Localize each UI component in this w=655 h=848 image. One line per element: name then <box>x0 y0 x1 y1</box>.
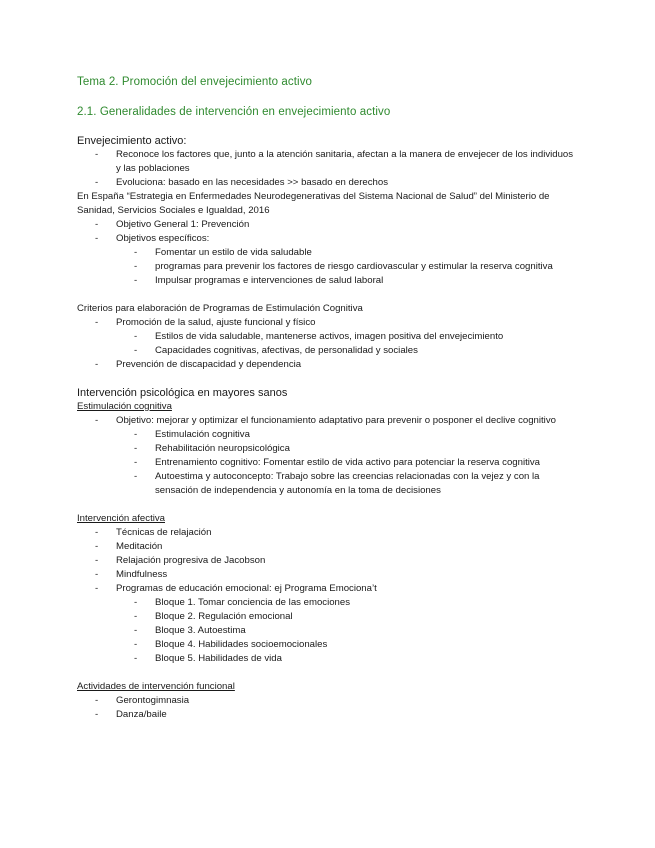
section-subtitle: 2.1. Generalidades de intervención en envejecimiento activo <box>77 106 391 118</box>
bullet: - <box>134 443 138 454</box>
list-item: - Danza/baile <box>95 709 167 720</box>
list-item: - Rehabilitación neuropsicológica <box>134 443 290 454</box>
bullet: - <box>134 275 138 286</box>
bullet: - <box>134 457 138 468</box>
bullet: - <box>134 625 138 636</box>
bullet: - <box>134 261 138 272</box>
list-item: - Capacidades cognitivas, afectivas, de personalidad y sociales <box>134 345 418 356</box>
subheading-actividades-funcional: Actividades de intervención funcional <box>77 681 235 692</box>
bullet: - <box>134 471 138 482</box>
list-item: - Bloque 2. Regulación emocional <box>134 611 293 622</box>
list-item: - Autoestima y autoconcepto: Trabajo sobre las creencias relacionadas con la vejez y con la sensación de independencia y autonomía en la toma de decisiones <box>134 471 540 496</box>
list-item: - Técnicas de relajación <box>95 527 212 538</box>
list-item: - Relajación progresiva de Jacobson <box>95 555 266 566</box>
bullet: - <box>95 527 99 538</box>
bullet: - <box>95 359 99 370</box>
list-item: - Objetivo General 1: Prevención <box>95 219 250 230</box>
bullet: - <box>95 149 99 160</box>
bullet: - <box>95 569 99 580</box>
bullet: - <box>95 177 99 188</box>
bullet: - <box>95 415 99 426</box>
list-item: - Promoción de la salud, ajuste funcional y físico <box>95 317 316 328</box>
heading-criterios: Criterios para elaboración de Programas de Estimulación Cognitiva <box>77 303 363 314</box>
list-item: - Entrenamiento cognitivo: Fomentar estilo de vida activo para potenciar la reserva cognitiva <box>134 457 541 468</box>
bullet: - <box>134 597 138 608</box>
bullet: - <box>134 611 138 622</box>
list-item: - Bloque 1. Tomar conciencia de las emociones <box>134 597 351 608</box>
subheading-estimulacion-cognitiva: Estimulación cognitiva <box>77 401 172 412</box>
list-item: - Programas de educación emocional: ej Programa Emociona’t <box>95 583 377 594</box>
list-item: - Prevención de discapacidad y dependencia <box>95 359 302 370</box>
list-item: - Reconoce los factores que, junto a la atención sanitaria, afectan a la manera de envejecer de los individuos y las poblaciones <box>95 149 574 174</box>
list-item: - Gerontogimnasia <box>95 695 190 706</box>
list-item: - Objetivo: mejorar y optimizar el funcionamiento adaptativo para prevenir o posponer el declive cognitivo <box>95 415 556 426</box>
bullet: - <box>134 247 138 258</box>
bullet: - <box>134 331 138 342</box>
list-item: - Objetivos específicos: <box>95 233 210 244</box>
bullet: - <box>95 317 99 328</box>
bullet: - <box>134 653 138 664</box>
bullet: - <box>95 695 99 706</box>
document-title: Tema 2. Promoción del envejecimiento activo <box>77 76 313 88</box>
list-item: - Estilos de vida saludable, mantenerse activos, imagen positiva del envejecimiento <box>134 331 504 342</box>
list-item: - Impulsar programas e intervenciones de salud laboral <box>134 275 384 286</box>
subheading-intervencion-afectiva: Intervención afectiva <box>77 513 165 524</box>
list-item: - Fomentar un estilo de vida saludable <box>134 247 312 258</box>
document-body <box>77 134 577 722</box>
bullet: - <box>95 583 99 594</box>
bullet: - <box>134 429 138 440</box>
bullet: - <box>134 639 138 650</box>
bullet: - <box>95 541 99 552</box>
heading-intervencion-psicologica: Intervención psicológica en mayores sanos <box>77 387 288 399</box>
bullet: - <box>95 219 99 230</box>
list-item: - Estimulación cognitiva <box>134 429 250 440</box>
list-item: - Bloque 3. Autoestima <box>134 625 246 636</box>
bullet: - <box>95 233 99 244</box>
bullet: - <box>95 709 99 720</box>
list-item: - Bloque 4. Habilidades socioemocionales <box>134 639 328 650</box>
paragraph-estrategia: En España “Estrategia en Enfermedades Neurodegenerativas del Sistema Nacional de Salud” del Ministerio de Sanidad, Servicios Sociales e Igualdad, 2016 <box>77 191 550 216</box>
list-item: - Evoluciona: basado en las necesidades >> basado en derechos <box>95 177 389 188</box>
list-item: - Meditación <box>95 541 163 552</box>
bullet: - <box>134 345 138 356</box>
list-item: - Bloque 5. Habilidades de vida <box>134 653 282 664</box>
list-item: - Mindfulness <box>95 569 168 580</box>
heading-envejecimiento-activo: Envejecimiento activo: <box>77 135 187 147</box>
bullet: - <box>95 555 99 566</box>
list-item: - programas para prevenir los factores de riesgo cardiovascular y estimular la reserva cognitiva <box>134 261 553 272</box>
